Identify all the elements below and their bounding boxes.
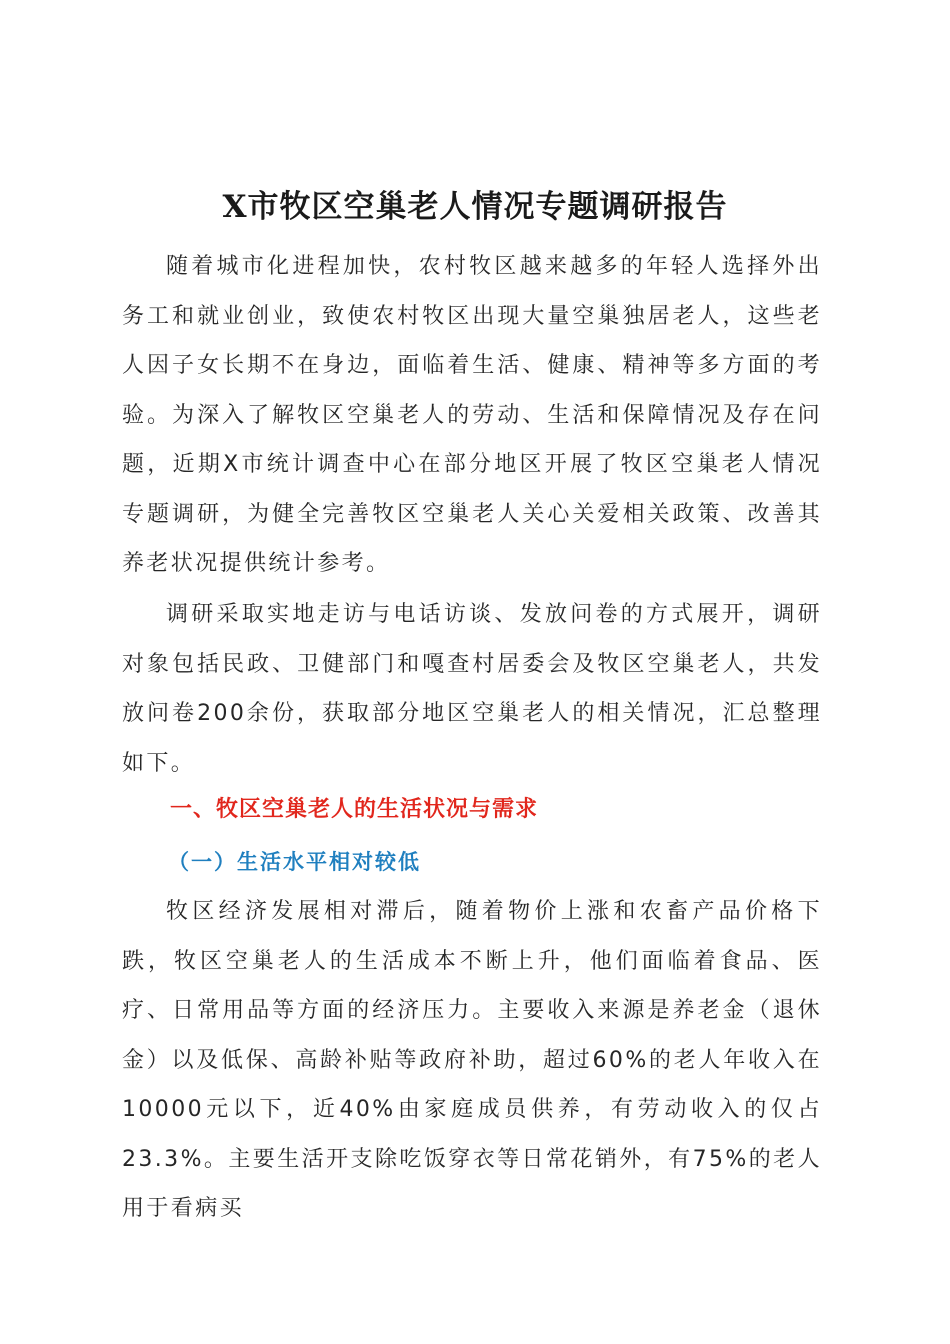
document-title: X市牧区空巢老人情况专题调研报告: [222, 188, 728, 225]
subsection-heading: （一）生活水平相对较低: [168, 850, 421, 874]
section-heading: 一、牧区空巢老人的生活状况与需求: [170, 797, 539, 822]
intro-paragraph: 随着城市化进程加快，农村牧区越来越多的年轻人选择外出务工和就业创业，致使农村牧区出现大量空巢独居老人，这些老人因子女长期不在身边，面临着生活、健康、精神等多方面的考验。为深入了解牧区空巢老人的劳动、生活和保障情况及存在问题，近期X市统计调查中心在部分地区开展了牧区空巢老人情况专题调研，为健全完善牧区空巢老人关心关爱相关政策、改善其养老状况提供统计参考。: [122, 254, 822, 576]
section-paragraph: 牧区经济发展相对滞后，随着物价上涨和农畜产品价格下跌，牧区空巢老人的生活成本不断上升，他们面临着食品、医疗、日常用品等方面的经济压力。主要收入来源是养老金（退休金）以及低保、高龄补贴等政府补助，超过60%的老人年收入在10000元以下，近40%由家庭成员供养，有劳动收入的仅占23.3%。主要生活开支除吃饭穿衣等日常花销外，有75%的老人用于看病买: [122, 899, 822, 1221]
method-paragraph: 调研采取实地走访与电话访谈、发放问卷的方式展开，调研对象包括民政、卫健部门和嘎查村居委会及牧区空巢老人，共发放问卷200余份，获取部分地区空巢老人的相关情况，汇总整理如下。: [122, 602, 822, 776]
